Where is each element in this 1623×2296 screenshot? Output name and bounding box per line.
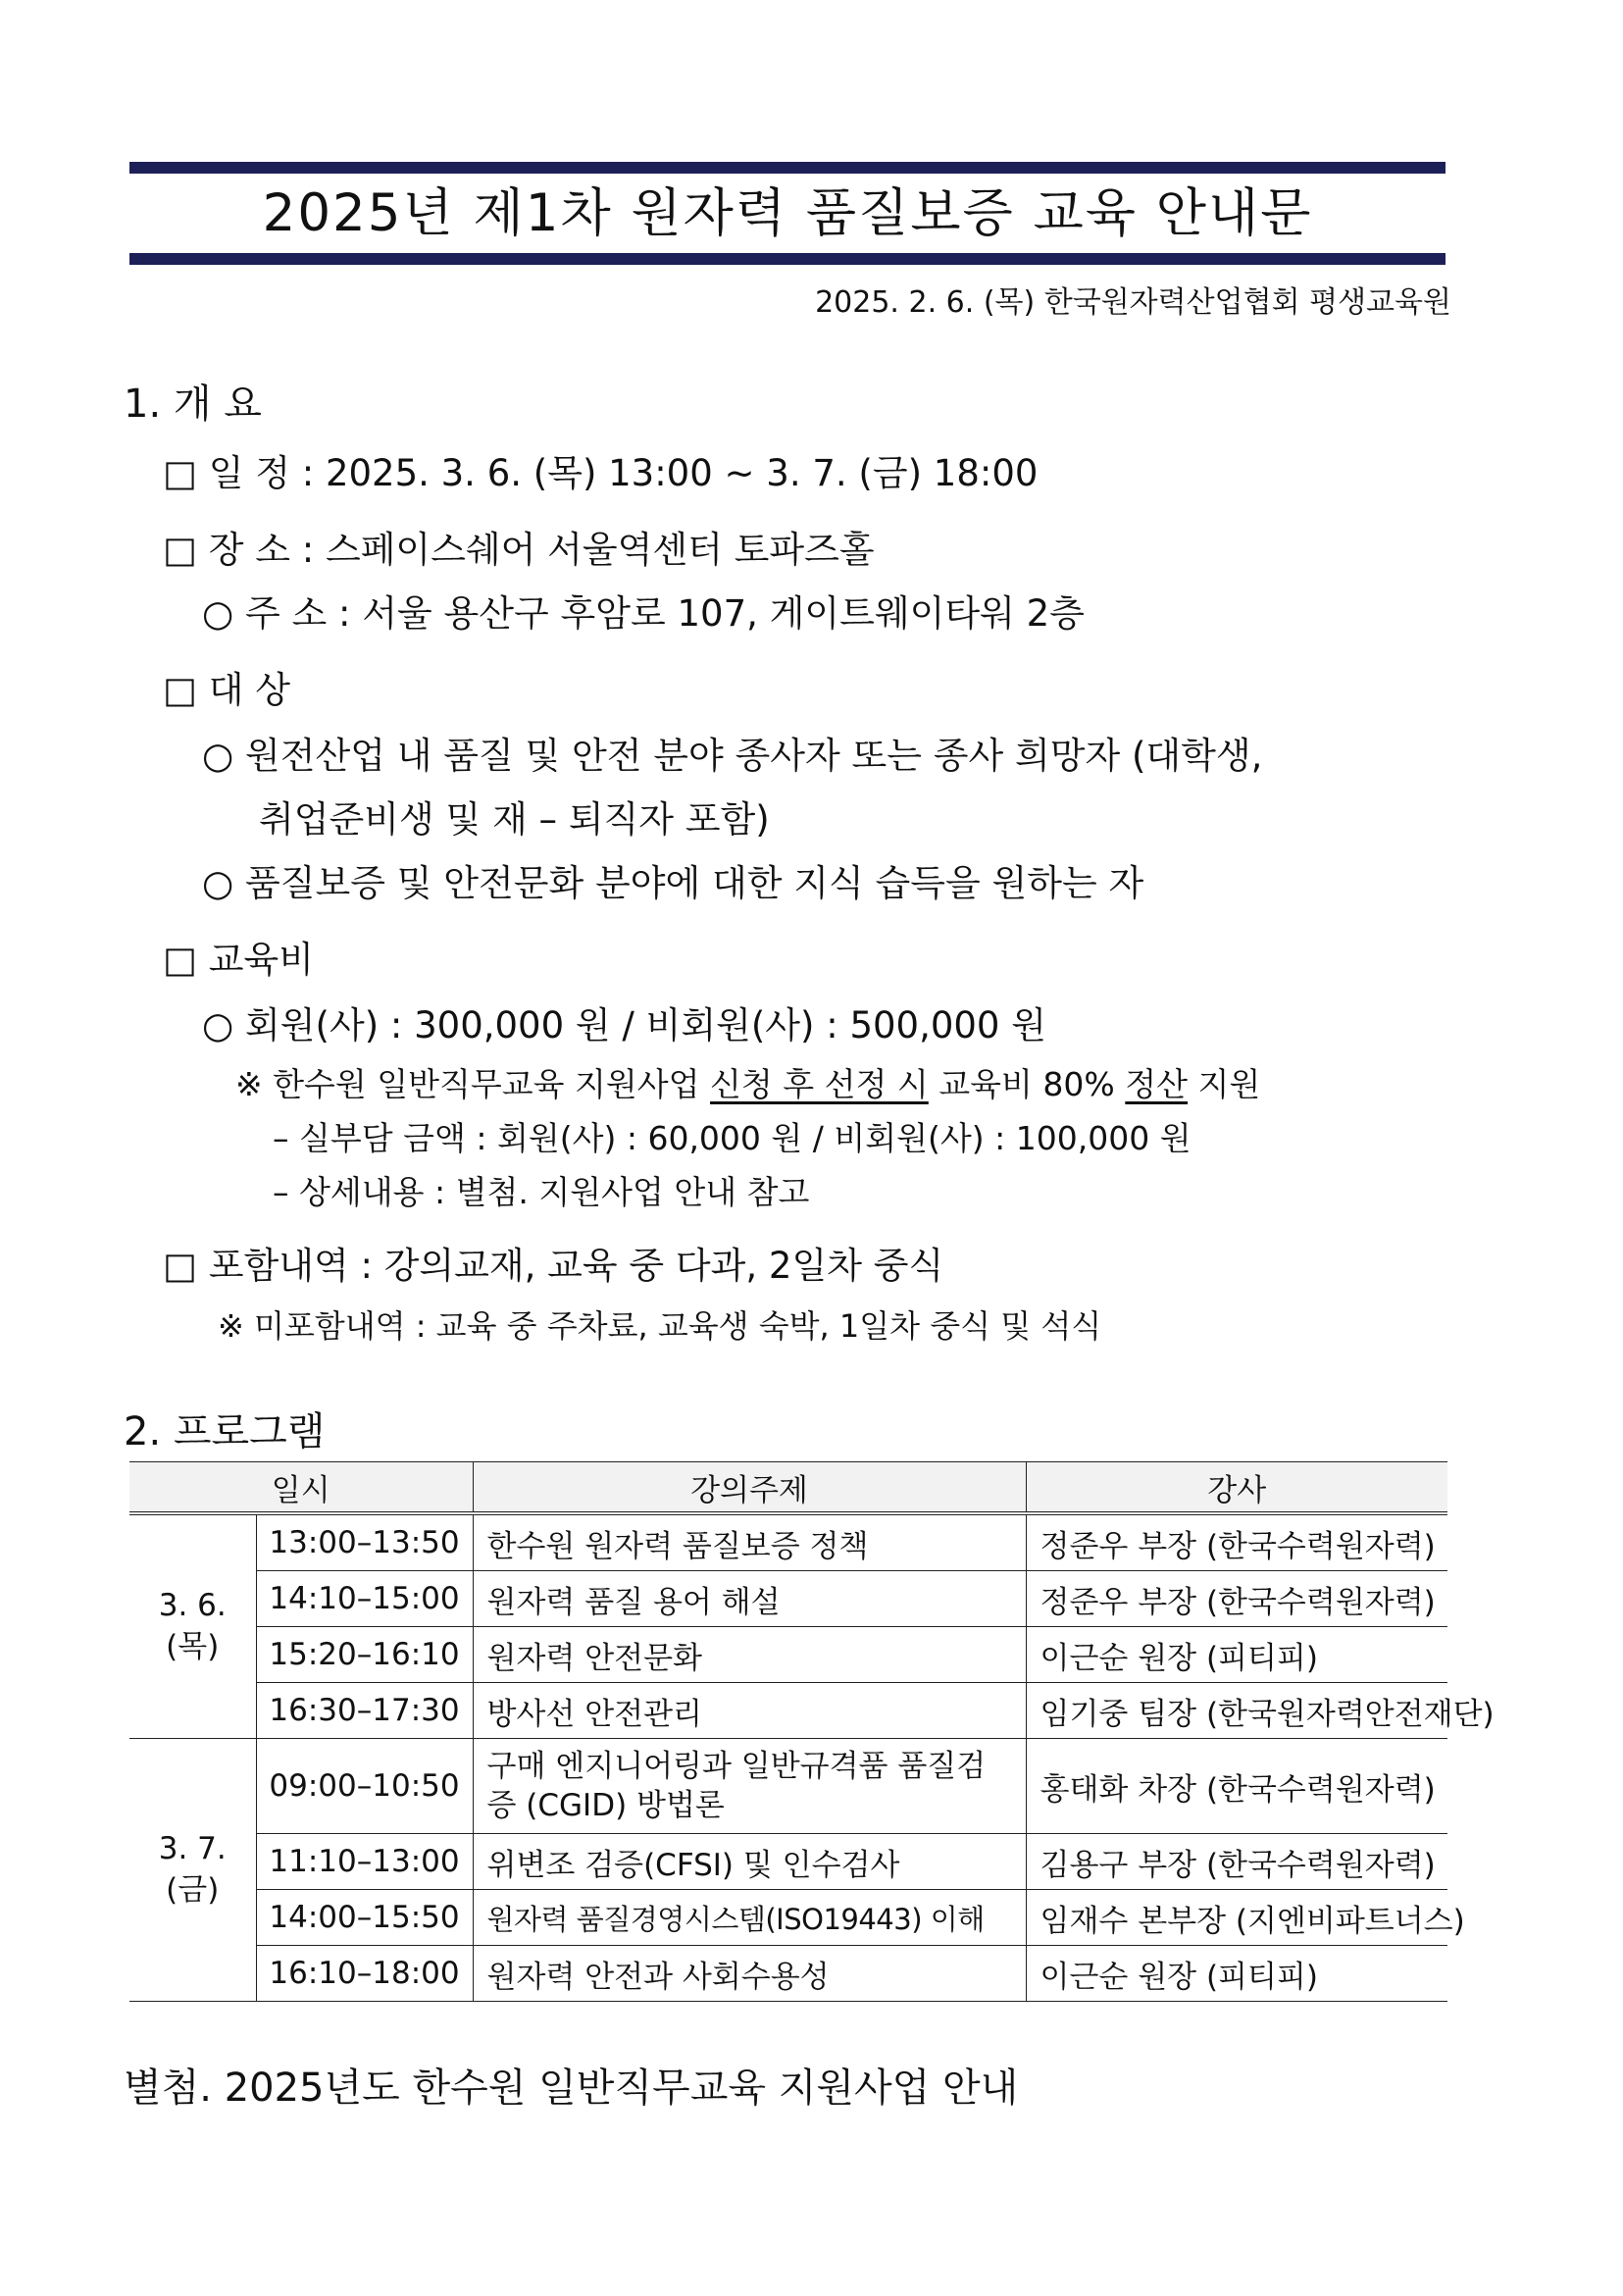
session-speaker: 이근순 원장 (피티피)	[1026, 1627, 1447, 1683]
session-speaker: 정준우 부장 (한국수력원자력)	[1026, 1571, 1447, 1627]
included-line: □ 포함내역 : 강의교재, 교육 중 다과, 2일차 중식	[163, 1245, 944, 1287]
table-row	[129, 1627, 1447, 1683]
support-note-pre: ※ 한수원 일반직무교육 지원사업	[235, 1065, 700, 1103]
day-label: 3. 7. (금)	[129, 1739, 256, 2002]
target-item-2: ○ 품질보증 및 안전문화 분야에 대한 지식 습득을 원하는 자	[202, 862, 1144, 904]
actual-cost-line: – 실부담 금액 : 회원(사) : 60,000 원 / 비회원(사) : 100,000 원	[273, 1119, 1192, 1157]
session-topic: 원자력 안전문화	[473, 1627, 1026, 1683]
title-rule-bottom	[129, 253, 1445, 265]
session-time: 11:10–13:00	[256, 1834, 473, 1890]
session-speaker: 김용구 부장 (한국수력원자력)	[1026, 1834, 1447, 1890]
session-topic: 원자력 안전과 사회수용성	[473, 1946, 1026, 2002]
schedule-line: □ 일 정 : 2025. 3. 6. (목) 13:00 ~ 3. 7. (금) 18:00	[163, 452, 1039, 494]
table-row	[129, 1890, 1447, 1946]
session-topic: 한수원 원자력 품질보증 정책	[473, 1513, 1026, 1571]
table-row	[129, 1946, 1447, 2002]
session-speaker: 홍태화 차장 (한국수력원자력)	[1026, 1739, 1447, 1834]
target-item-1-cont: 취업준비생 및 재 – 퇴직자 포함)	[259, 798, 770, 841]
attachment-note: 별첨. 2025년도 한수원 일반직무교육 지원사업 안내	[124, 2066, 1019, 2111]
support-note-post: 지원	[1197, 1065, 1261, 1103]
support-note	[235, 1059, 1260, 1105]
venue-line: □ 장 소 : 스페이스쉐어 서울역센터 토파즈홀	[163, 529, 875, 571]
table-row	[129, 1834, 1447, 1890]
title-rule-top	[129, 162, 1445, 174]
address-line: ○ 주 소 : 서울 용산구 후암로 107, 게이트웨이타워 2층	[202, 592, 1085, 635]
section-overview-heading: 1. 개 요	[124, 382, 262, 427]
session-topic: 위변조 검증(CFSI) 및 인수검사	[473, 1834, 1026, 1890]
excluded-line: ※ 미포함내역 : 교육 중 주차료, 교육생 숙박, 1일차 중식 및 석식	[218, 1307, 1102, 1345]
session-time: 13:00–13:50	[256, 1513, 473, 1571]
session-time: 15:20–16:10	[256, 1627, 473, 1683]
column-header-datetime: 일시	[129, 1462, 473, 1514]
column-header-speaker: 강사	[1026, 1462, 1447, 1514]
table-row	[129, 1513, 1447, 1571]
issue-date-issuer: 2025. 2. 6. (목) 한국원자력산업협회 평생교육원	[815, 285, 1451, 320]
session-time: 09:00–10:50	[256, 1739, 473, 1834]
session-speaker: 이근순 원장 (피티피)	[1026, 1946, 1447, 2002]
detail-line: – 상세내용 : 별첨. 지원사업 안내 참고	[273, 1173, 810, 1211]
table-row	[129, 1571, 1447, 1627]
fee-heading: □ 교육비	[163, 939, 314, 981]
support-note-underlined-1: 신청 후 선정 시	[710, 1065, 929, 1103]
table-header-row	[129, 1462, 1447, 1514]
session-time: 16:10–18:00	[256, 1946, 473, 2002]
document-title: 2025년 제1차 원자력 품질보증 교육 안내문	[262, 183, 1313, 243]
session-speaker: 임기중 팀장 (한국원자력안전재단)	[1026, 1683, 1447, 1739]
session-time: 14:00–15:50	[256, 1890, 473, 1946]
target-item-1: ○ 원전산업 내 품질 및 안전 분야 종사자 또는 종사 희망자 (대학생,	[202, 735, 1263, 777]
session-topic: 구매 엔지니어링과 일반규격품 품질검증 (CGID) 방법론	[473, 1739, 1026, 1834]
session-time: 16:30–17:30	[256, 1683, 473, 1739]
table-row	[129, 1683, 1447, 1739]
table-row	[129, 1739, 1447, 1834]
target-heading: □ 대 상	[163, 669, 290, 711]
support-note-underlined-2: 정산	[1125, 1065, 1189, 1103]
session-time: 14:10–15:00	[256, 1571, 473, 1627]
day-label: 3. 6. (목)	[129, 1513, 256, 1739]
fee-line: ○ 회원(사) : 300,000 원 / 비회원(사) : 500,000 원	[202, 1004, 1046, 1046]
program-table	[129, 1461, 1495, 2002]
column-header-topic: 강의주제	[473, 1462, 1026, 1514]
session-topic: 방사선 안전관리	[473, 1683, 1026, 1739]
session-speaker: 임재수 본부장 (지엔비파트너스)	[1026, 1890, 1447, 1946]
session-topic: 원자력 품질경영시스템(ISO19443) 이해	[473, 1890, 1026, 1946]
session-topic: 원자력 품질 용어 해설	[473, 1571, 1026, 1627]
session-speaker: 정준우 부장 (한국수력원자력)	[1026, 1513, 1447, 1571]
support-note-mid: 교육비 80%	[938, 1065, 1115, 1103]
section-program-heading: 2. 프로그램	[124, 1409, 326, 1454]
